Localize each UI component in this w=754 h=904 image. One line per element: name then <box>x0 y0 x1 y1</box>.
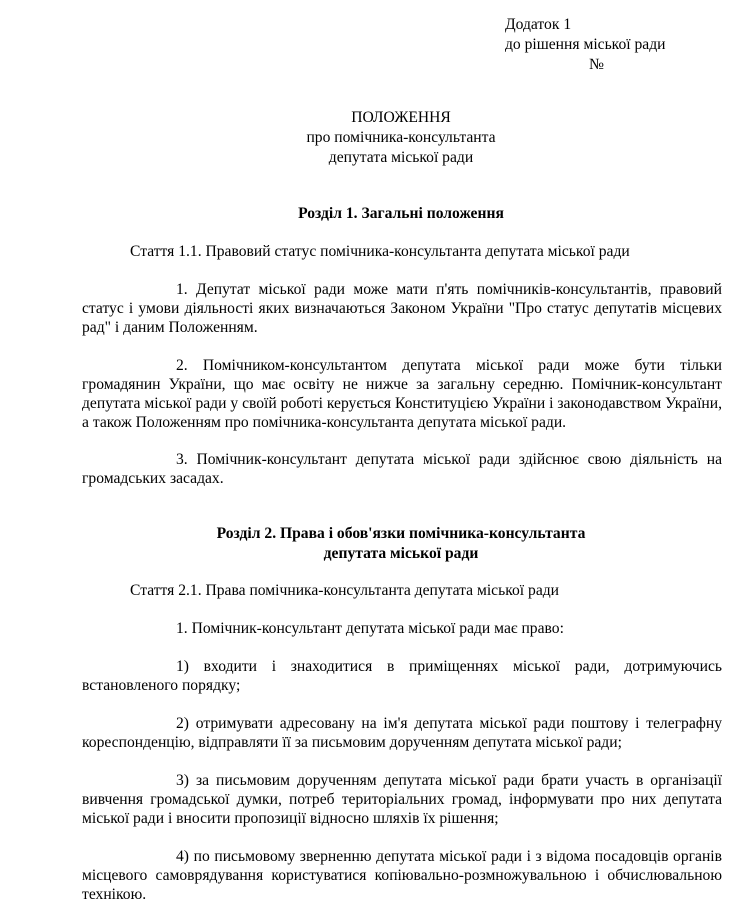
document-title <box>0 108 754 168</box>
section-1-paragraph-1: 1. Депутат міської ради може мати п'ять помічників-консультантів, правовий статус і умови діяльності яких визначаються Законом України "Про статус депутатів місцевих рад" і даним Положенням. <box>82 281 722 336</box>
section-1-paragraph-2: 2. Помічником-консультантом депутата міської ради може бути тільки громадянин України, що має освіту не нижче за загальну середню. Помічник-консультант депутата міської ради у своїй роботі керується Конституцією України і законодавством України, а також Положенням про помічника-консультанта депутата міської ради. <box>82 357 722 431</box>
annex-number: Додаток 1 <box>505 16 572 33</box>
section-2-item-4: 4) по письмовому зверненню депутата міської ради і з відома посадовців органів місцевого самоврядування користуватися копіювально-розмножувальною і обчислювальною технікою. <box>82 848 722 903</box>
annex-decision: до рішення міської ради <box>505 36 666 53</box>
section-2-item-1: 1) входити і знаходитися в приміщеннях міської ради, дотримуючись встановленого порядку; <box>82 658 722 694</box>
section-2-heading-line-1: Розділ 2. Права і обов'язки помічника-консультанта <box>216 525 586 542</box>
article-2-1: Стаття 2.1. Права помічника-консультанта депутата міської ради <box>130 582 560 599</box>
section-1-heading: Розділ 1. Загальні положення <box>298 205 504 222</box>
section-2-heading <box>0 524 754 564</box>
section-2-item-3: 3) за письмовим дорученням депутата міської ради брати участь в організації вивчення громадської думки, потреб територіальних громад, інформувати про них депутата міської ради і вносити пропозиції відносно шляхів їх рішення; <box>82 772 722 827</box>
title-line-1: ПОЛОЖЕННЯ <box>351 109 451 126</box>
annex-decision-number: № <box>589 56 604 73</box>
title-line-3: депутата міської ради <box>328 149 474 166</box>
annex-header <box>505 15 666 75</box>
section-2-paragraph-1: 1. Помічник-консультант депутата міської ради має право: <box>176 620 564 637</box>
section-1-paragraph-3: 3. Помічник-консультант депутата міської ради здійснює свою діяльність на громадських засадах. <box>82 451 722 487</box>
section-2-heading-line-2: депутата міської ради <box>323 545 479 562</box>
title-line-2: про помічника-консультанта <box>306 129 496 146</box>
article-1-1: Стаття 1.1. Правовий статус помічника-консультанта депутата міської ради <box>130 243 630 260</box>
section-2-item-2: 2) отримувати адресовану на ім'я депутата міської ради поштову і телеграфну кореспонденцію, відправляти її за письмовим дорученням депутата міської ради; <box>82 715 722 751</box>
